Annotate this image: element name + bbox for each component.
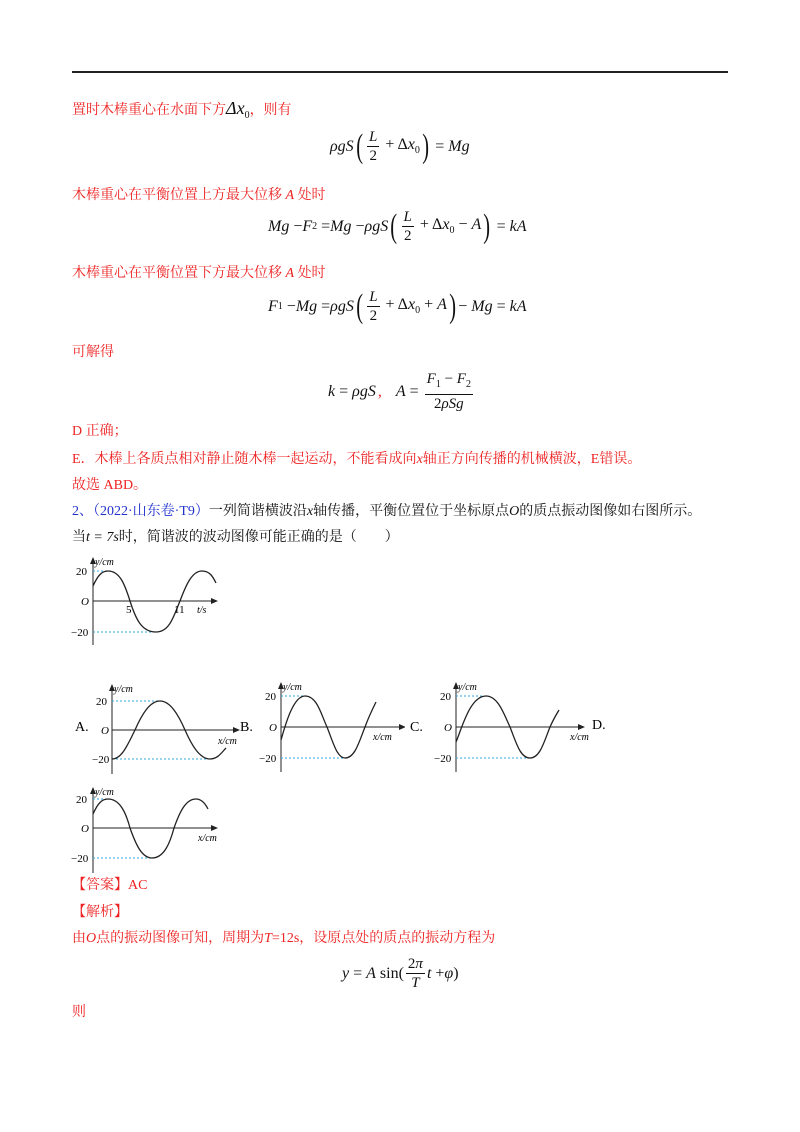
svg-text:x/cm: x/cm	[373, 732, 392, 743]
svg-text:20: 20	[440, 691, 451, 703]
text-line-2: 木棒重心在平衡位置上方最大位移 A 处时	[72, 188, 326, 203]
text-line-4: 可解得	[72, 345, 114, 360]
option-c-graph[interactable]	[430, 680, 590, 775]
svg-text:y/cm: y/cm	[95, 557, 114, 568]
text-line-5: D 正确；	[72, 424, 128, 439]
answer-line: 【答案】AC	[72, 878, 148, 893]
svg-text:t/s: t/s	[197, 605, 207, 616]
text-line-7: 故选 ABD。	[72, 478, 148, 493]
text-line-3: 木棒重心在平衡位置下方最大位移 A 处时	[72, 266, 326, 281]
svg-text:x/cm: x/cm	[218, 736, 237, 747]
svg-text:20: 20	[76, 794, 87, 806]
svg-text:O: O	[81, 596, 89, 608]
option-b-label[interactable]: B.	[240, 720, 253, 735]
option-b-graph[interactable]	[255, 680, 405, 775]
equation-3: F 1 − Mg = ρgS ( $\frac{L}{2}$ + $\Delta x_0 + A$ ) − Mg = kA	[268, 287, 527, 325]
equation-2: Mg − F 2 = Mg − ρgS ( $\frac{L}{2}$ + $\Delta x_0 - A$ ) = kA	[268, 207, 527, 245]
svg-text:x/cm: x/cm	[570, 732, 589, 743]
svg-text:−20: −20	[92, 754, 110, 766]
svg-text:−20: −20	[71, 627, 89, 639]
option-c-label[interactable]: C.	[410, 720, 423, 735]
then-line: 则	[72, 1005, 86, 1020]
svg-text:y/cm: y/cm	[458, 682, 477, 693]
option-d-graph[interactable]	[70, 785, 230, 875]
svg-text:y/cm: y/cm	[283, 682, 302, 693]
vibration-graph	[70, 555, 220, 650]
header-rule	[72, 71, 728, 73]
svg-text:O: O	[444, 722, 452, 734]
svg-text:20: 20	[265, 691, 276, 703]
analysis-label: 【解析】	[72, 905, 128, 920]
analysis-line: 由O点的振动图像可知，周期为T=12s，设原点处的质点的振动方程为	[72, 931, 496, 946]
option-a-label[interactable]: A.	[75, 720, 89, 735]
svg-text:O: O	[101, 725, 109, 737]
svg-text:20: 20	[96, 696, 107, 708]
question-line-1: 2、（2022·山东卷·T9）一列简谐横波沿x轴传播，平衡位置位于坐标原点O的质点振动图像如右图所示。	[72, 504, 702, 519]
svg-text:y/cm: y/cm	[114, 684, 133, 695]
question-line-2: 当t = 7s时，简谐波的波动图像可能正确的是（ ）	[72, 530, 399, 545]
text-line-1: 置时木棒重心在水面下方$\Delta x_0$，则有	[72, 98, 292, 121]
option-d-label[interactable]: D.	[592, 718, 606, 733]
svg-text:x/cm: x/cm	[198, 833, 217, 844]
svg-text:y/cm: y/cm	[95, 787, 114, 798]
svg-text:20: 20	[76, 566, 87, 578]
svg-text:−20: −20	[434, 753, 452, 765]
text-line-6: E．木棒上各质点相对静止随木棒一起运动，不能看成向x轴正方向传播的机械横波，E错误。	[72, 452, 642, 467]
equation-4: k = ρgS , A = $\frac{F_1 - F_2}{\text{2ρSg}}$	[328, 371, 471, 412]
svg-text:−20: −20	[71, 853, 89, 865]
equation-5: y = A sin( $\frac{2\pi}{T}$ t + φ )	[342, 956, 459, 991]
svg-text:O: O	[81, 823, 89, 835]
svg-text:5: 5	[126, 604, 132, 616]
option-a-graph[interactable]	[92, 682, 242, 777]
svg-text:11: 11	[174, 604, 185, 616]
equation-1: ρgS ( $\frac{L}{2}$ + $\Delta x_0$ ) = Mg	[330, 127, 470, 165]
svg-text:O: O	[269, 722, 277, 734]
svg-text:−20: −20	[259, 753, 277, 765]
